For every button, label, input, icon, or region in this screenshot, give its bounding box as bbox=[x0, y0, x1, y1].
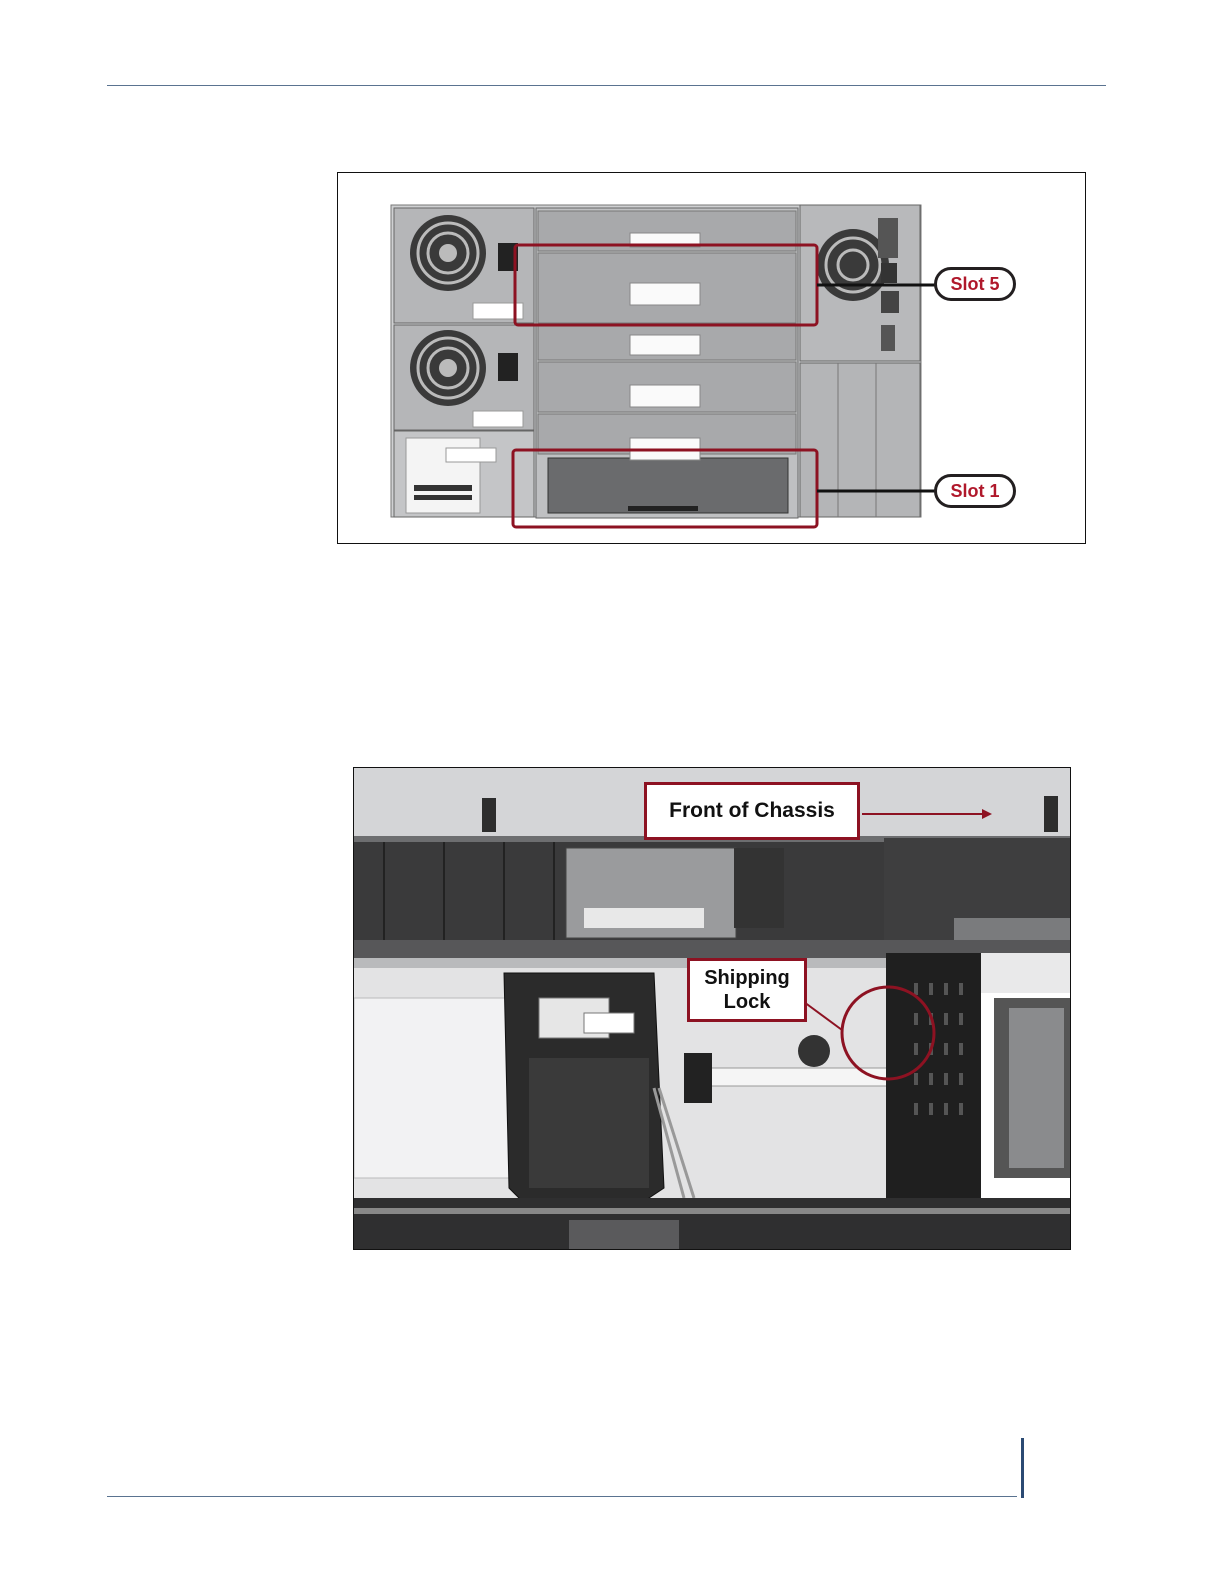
shipping-lock-line-1: Shipping bbox=[704, 967, 790, 989]
footer-rule bbox=[107, 1496, 1017, 1497]
header-rule bbox=[107, 85, 1106, 86]
slot1-label: Slot 1 bbox=[934, 474, 1016, 508]
shipping-lock-label bbox=[687, 958, 807, 1022]
shipping-lock-line-2: Lock bbox=[723, 991, 771, 1013]
footer-tick bbox=[1021, 1438, 1024, 1498]
slot5-label: Slot 5 bbox=[934, 267, 1016, 301]
front-of-chassis-label: Front of Chassis bbox=[644, 782, 860, 840]
rear-panel-figure bbox=[337, 172, 1086, 544]
interior-figure bbox=[353, 767, 1071, 1250]
